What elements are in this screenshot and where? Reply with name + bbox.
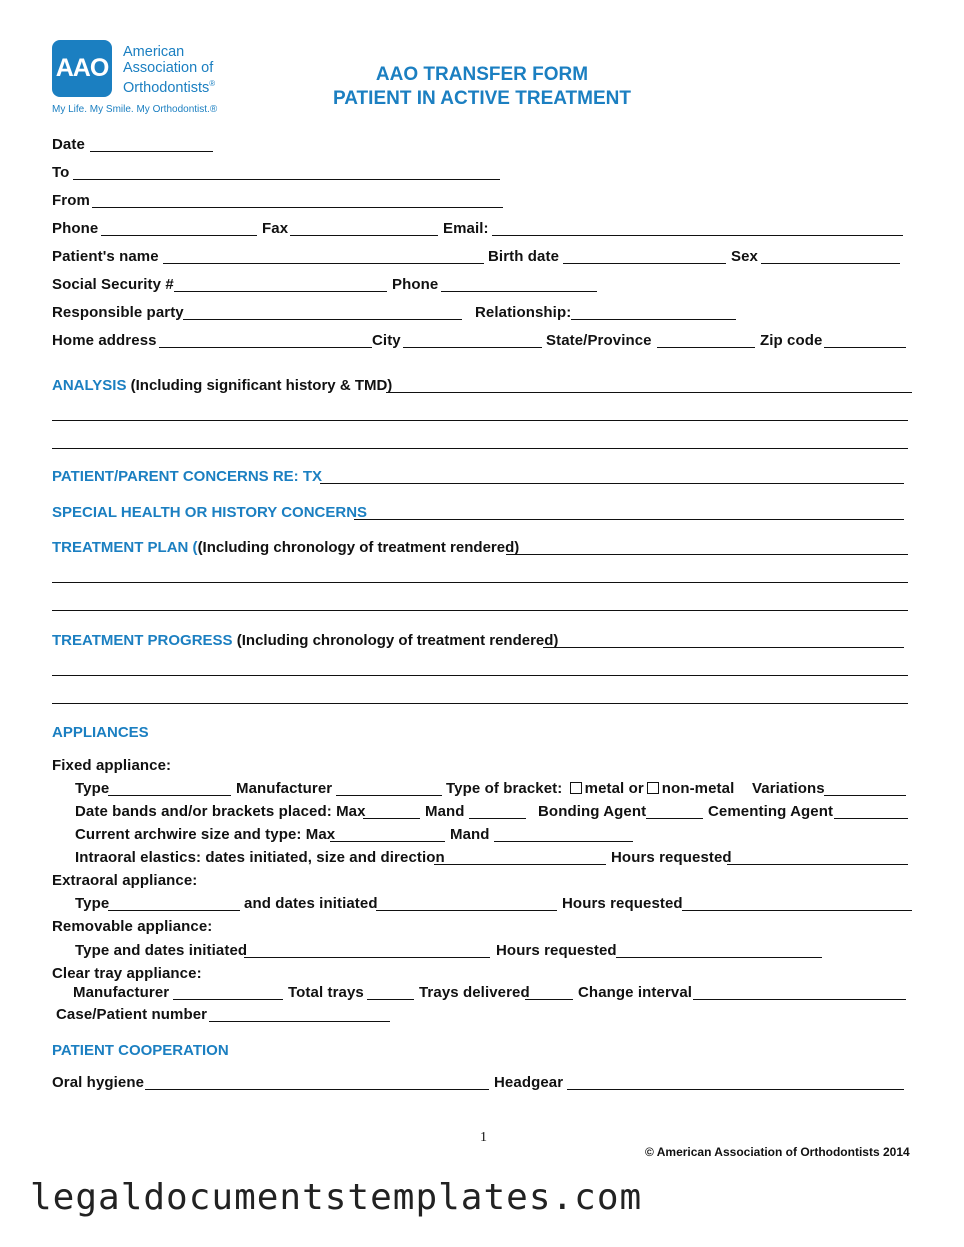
eo-hours-field[interactable]: [682, 910, 912, 911]
ct-manufacturer-label: Manufacturer: [73, 984, 170, 1001]
birth-date-field[interactable]: [563, 263, 726, 264]
metal-checkbox[interactable]: [570, 782, 582, 794]
relationship-label: Relationship:: [475, 304, 572, 321]
ct-case-field[interactable]: [209, 1021, 390, 1022]
plan-field-2[interactable]: [52, 582, 908, 583]
eo-type-label: Type: [75, 895, 110, 912]
home-address-field[interactable]: [159, 347, 372, 348]
removable-label: Removable appliance:: [52, 918, 213, 935]
archwire-max-field[interactable]: [330, 841, 445, 842]
email-field[interactable]: [492, 235, 903, 236]
ct-case-label: Case/Patient number: [56, 1006, 208, 1023]
watermark: legaldocumentstemplates.com: [30, 1177, 643, 1218]
bracket-label: Type of bracket:: [446, 780, 563, 797]
manufacturer-label: Manufacturer: [236, 780, 333, 797]
email-label: Email:: [443, 220, 489, 237]
sex-label: Sex: [731, 248, 758, 265]
responsible-party-label: Responsible party: [52, 304, 184, 321]
date-label: Date: [52, 136, 85, 153]
health-heading: SPECIAL HEALTH OR HISTORY CONCERNS: [52, 504, 368, 521]
to-field[interactable]: [73, 179, 500, 180]
bonding-field[interactable]: [646, 818, 703, 819]
headgear-field[interactable]: [567, 1089, 904, 1090]
page-number: 1: [480, 1130, 487, 1145]
date-bands-mand-field[interactable]: [469, 818, 526, 819]
analysis-field-2[interactable]: [52, 420, 908, 421]
bonding-label: Bonding Agent: [538, 803, 647, 820]
elastics-hours-label: Hours requested: [611, 849, 732, 866]
archwire-mand-field[interactable]: [494, 841, 633, 842]
elastics-hours-field[interactable]: [727, 864, 908, 865]
ct-delivered-label: Trays delivered: [419, 984, 530, 1001]
responsible-party-field[interactable]: [183, 319, 462, 320]
health-field[interactable]: [354, 519, 904, 520]
bracket-row: [446, 780, 734, 797]
eo-dates-label: and dates initiated: [244, 895, 378, 912]
state-field[interactable]: [657, 347, 755, 348]
oral-hygiene-label: Oral hygiene: [52, 1074, 145, 1091]
concerns-field[interactable]: [320, 483, 904, 484]
cementing-label: Cementing Agent: [708, 803, 834, 820]
variations-label: Variations: [752, 780, 825, 797]
extraoral-label: Extraoral appliance:: [52, 872, 198, 889]
ssn-field[interactable]: [174, 291, 387, 292]
analysis-heading: ANALYSIS (Including significant history & TMD): [52, 377, 393, 394]
phone2-label: Phone: [392, 276, 439, 293]
ct-total-label: Total trays: [288, 984, 364, 1001]
eo-dates-field[interactable]: [376, 910, 557, 911]
logo-line-2: Association of: [123, 60, 214, 76]
progress-field-1[interactable]: [543, 647, 904, 648]
concerns-heading: PATIENT/PARENT CONCERNS RE: TX: [52, 468, 323, 485]
date-field[interactable]: [90, 151, 213, 152]
ct-delivered-field[interactable]: [525, 999, 573, 1000]
phone2-field[interactable]: [441, 291, 597, 292]
plan-field-3[interactable]: [52, 610, 908, 611]
date-bands-max-field[interactable]: [363, 818, 420, 819]
ssn-label: Social Security #: [52, 276, 174, 293]
phone-field[interactable]: [101, 235, 257, 236]
fax-label: Fax: [262, 220, 289, 237]
analysis-field-3[interactable]: [52, 448, 908, 449]
aao-logo-mark: AAO: [52, 40, 112, 97]
date-bands-label: Date bands and/or brackets placed: Max: [75, 803, 366, 820]
rem-hours-label: Hours requested: [496, 942, 617, 959]
fixed-appliance-label: Fixed appliance:: [52, 757, 172, 774]
phone-label: Phone: [52, 220, 99, 237]
ct-total-field[interactable]: [367, 999, 414, 1000]
clear-tray-label: Clear tray appliance:: [52, 965, 202, 982]
elastics-label: Intraoral elastics: dates initiated, size and direction: [75, 849, 445, 866]
from-field[interactable]: [92, 207, 503, 208]
progress-field-2[interactable]: [52, 675, 908, 676]
plan-field-1[interactable]: [506, 554, 908, 555]
analysis-field-1[interactable]: [386, 392, 912, 393]
date-bands-mand-label: Mand: [425, 803, 465, 820]
city-field[interactable]: [403, 347, 542, 348]
elastics-field[interactable]: [434, 864, 606, 865]
progress-heading: TREATMENT PROGRESS (Including chronology of treatment rendered): [52, 632, 559, 649]
city-label: City: [372, 332, 401, 349]
fixed-type-label: Type: [75, 780, 110, 797]
variations-field[interactable]: [824, 795, 906, 796]
plan-heading: TREATMENT PLAN ((Including chronology of treatment rendered): [52, 539, 520, 556]
non-metal-checkbox[interactable]: [647, 782, 659, 794]
from-label: From: [52, 192, 90, 209]
copyright: © American Association of Orthodontists 2014: [645, 1145, 910, 1159]
sex-field[interactable]: [761, 263, 900, 264]
headgear-label: Headgear: [494, 1074, 564, 1091]
rem-hours-field[interactable]: [616, 957, 822, 958]
ct-manufacturer-field[interactable]: [173, 999, 283, 1000]
to-label: To: [52, 164, 70, 181]
oral-hygiene-field[interactable]: [145, 1089, 489, 1090]
progress-field-3[interactable]: [52, 703, 908, 704]
zip-label: Zip code: [760, 332, 823, 349]
fixed-type-field[interactable]: [108, 795, 231, 796]
appliances-heading: APPLIANCES: [52, 724, 149, 741]
ct-interval-field[interactable]: [693, 999, 906, 1000]
metal-label: metal or: [584, 780, 644, 797]
logo-line-1: American: [123, 44, 185, 60]
manufacturer-field[interactable]: [336, 795, 442, 796]
form-title: AAO TRANSFER FORM: [375, 64, 589, 85]
birth-date-label: Birth date: [488, 248, 560, 265]
eo-hours-label: Hours requested: [562, 895, 683, 912]
eo-type-field[interactable]: [108, 910, 240, 911]
logo-line-3: Orthodontists®: [123, 79, 216, 96]
patient-name-label: Patient's name: [52, 248, 159, 265]
archwire-label: Current archwire size and type: Max: [75, 826, 336, 843]
logo-tagline: My Life. My Smile. My Orthodontist.®: [52, 104, 218, 115]
patient-name-field[interactable]: [163, 263, 484, 264]
relationship-field[interactable]: [571, 319, 736, 320]
rem-type-label: Type and dates initiated: [75, 942, 248, 959]
archwire-mand-label: Mand: [450, 826, 490, 843]
cementing-field[interactable]: [834, 818, 908, 819]
zip-field[interactable]: [824, 347, 906, 348]
ct-interval-label: Change interval: [578, 984, 693, 1001]
home-address-label: Home address: [52, 332, 157, 349]
rem-type-field[interactable]: [244, 957, 490, 958]
state-label: State/Province: [546, 332, 652, 349]
form-subtitle: PATIENT IN ACTIVE TREATMENT: [332, 88, 631, 109]
fax-field[interactable]: [290, 235, 438, 236]
cooperation-heading: PATIENT COOPERATION: [52, 1042, 229, 1059]
non-metal-label: non-metal: [661, 780, 735, 797]
